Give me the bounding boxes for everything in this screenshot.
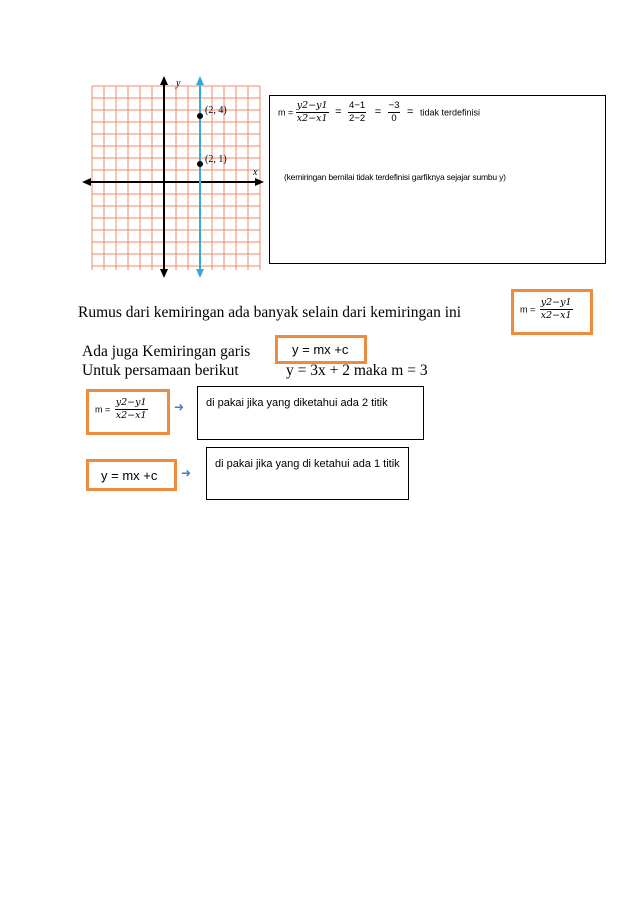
equals-sign: = bbox=[407, 106, 414, 119]
m-label: m = bbox=[520, 304, 536, 315]
fraction-numerator: y2−y1 bbox=[296, 100, 328, 111]
paragraph-line-1: Rumus dari kemiringan ada banyak selain dari kemiringan ini bbox=[78, 304, 462, 321]
y-axis-arrow-down-icon bbox=[160, 269, 168, 278]
point-label-top: (2, 4) bbox=[205, 105, 227, 116]
rule-2-formula: y = mx +c bbox=[101, 468, 158, 483]
fraction-result bbox=[388, 100, 401, 125]
rule-2-formula-box bbox=[86, 459, 177, 491]
fraction-denominator: 0 bbox=[388, 112, 401, 125]
point-label-bottom: (2, 1) bbox=[205, 154, 227, 165]
paragraph-line-2: Ada juga Kemiringan garis bbox=[82, 343, 251, 360]
blue-line-arrow-up-icon bbox=[196, 76, 204, 85]
fraction-general bbox=[296, 100, 329, 125]
line-equation-text: y = mx +c bbox=[292, 342, 349, 357]
fraction-values bbox=[348, 100, 366, 125]
blue-line-arrow-down-icon bbox=[196, 269, 204, 278]
fraction-numerator: 4−1 bbox=[349, 100, 366, 111]
line-equation-box bbox=[275, 335, 367, 364]
rule-1-description-box bbox=[197, 386, 424, 440]
rule-1-formula bbox=[95, 397, 148, 422]
slope-note: (kemiringan bernilai tidak terdefinisi garfiknya sejajar sumbu y) bbox=[284, 172, 506, 182]
fraction-general bbox=[115, 397, 148, 422]
slope-calculation-box bbox=[269, 95, 606, 264]
fraction-denominator: x2−x1 bbox=[115, 409, 147, 421]
y-axis-label: y bbox=[176, 78, 181, 89]
paragraph-line-3-right: y = 3x + 2 maka m = 3 bbox=[286, 362, 428, 379]
rule-2-description-box bbox=[206, 447, 409, 500]
x-axis-arrow-left-icon bbox=[82, 178, 91, 186]
paragraph-line-3-left: Untuk persamaan berikut bbox=[82, 362, 239, 379]
m-label: m = bbox=[278, 107, 294, 118]
rule-1-formula-box bbox=[86, 389, 170, 435]
slope-equation bbox=[278, 100, 480, 125]
equals-sign: = bbox=[374, 106, 382, 119]
arrow-right-icon: ➜ bbox=[174, 400, 185, 414]
fraction-denominator: x2−x1 bbox=[296, 112, 328, 124]
fraction-general bbox=[540, 297, 573, 322]
result-text: tidak terdefinisi bbox=[419, 107, 480, 118]
fraction-numerator: y2−y1 bbox=[540, 297, 572, 308]
m-label: m = bbox=[95, 404, 111, 415]
fraction-denominator: 2−2 bbox=[349, 112, 366, 124]
rule-1-description: di pakai jika yang diketahui ada 2 titik bbox=[206, 397, 388, 409]
equals-sign: = bbox=[335, 106, 342, 119]
arrow-right-icon: ➜ bbox=[181, 466, 192, 480]
slope-formula bbox=[520, 297, 573, 322]
slope-formula-box bbox=[511, 289, 593, 335]
fraction-denominator: x2−x1 bbox=[540, 309, 572, 321]
fraction-numerator: −3 bbox=[388, 100, 400, 111]
x-axis-label: x bbox=[253, 167, 258, 178]
fraction-numerator: y2−y1 bbox=[115, 397, 147, 408]
point-2-4 bbox=[197, 113, 203, 119]
grid bbox=[92, 86, 260, 270]
rule-2-description: di pakai jika yang di ketahui ada 1 titik bbox=[215, 458, 400, 470]
coordinate-graph bbox=[80, 74, 266, 280]
point-2-1 bbox=[197, 161, 203, 167]
y-axis-arrow-up-icon bbox=[160, 76, 168, 85]
